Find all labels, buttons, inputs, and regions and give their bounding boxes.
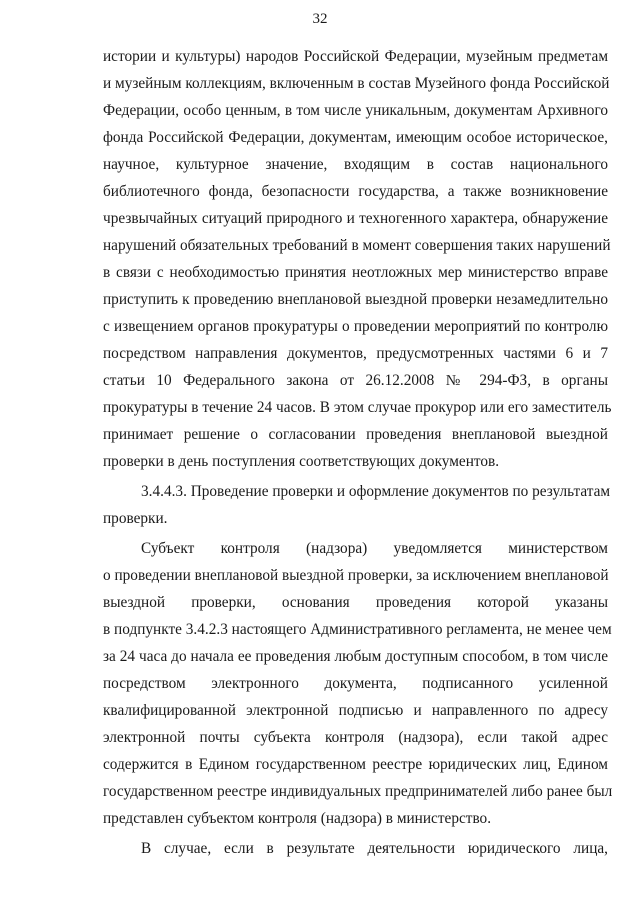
text-line: статьи 10 Федерального закона от 26.12.2008 № 294-ФЗ, в органы <box>103 372 608 389</box>
text-line: за 24 часа до начала ее проведения любым доступным способом, в том числе <box>103 648 608 665</box>
text-line: с извещением органов прокуратуры о проведении мероприятий по контролю <box>103 318 608 335</box>
text-line: принимает решение о согласовании проведения внеплановой выездной <box>103 426 608 443</box>
text-line: государственном реестре индивидуальных предпринимателей либо ранее был <box>103 783 613 800</box>
text-line: в связи с необходимостью принятия неотложных мер министерство вправе <box>103 264 608 281</box>
text-line: фонда Российской Федерации, документам, имеющим особое историческое, <box>103 129 608 146</box>
text-line: выездной проверки, основания проведения которой указаны <box>103 594 608 611</box>
page-number: 32 <box>312 11 328 27</box>
text-line: посредством электронного документа, подписанного усиленной <box>103 675 608 692</box>
text-line: прокуратуры в течение 24 часов. В этом случае прокурор или его заместитель <box>103 399 612 416</box>
text-line: Субъект контроля (надзора) уведомляется министерством <box>141 540 608 557</box>
text-line: проверки. <box>103 510 168 527</box>
text-line: и музейным коллекциям, включенным в состав Музейного фонда Российской <box>103 75 610 92</box>
text-line: посредством направления документов, предусмотренных частями 6 и 7 <box>103 345 608 362</box>
text-line: электронной почты субъекта контроля (надзора), если такой адрес <box>103 729 608 746</box>
text-line: нарушений обязательных требований в момент совершения таких нарушений <box>103 237 611 254</box>
text-line: о проведении внеплановой выездной проверки, за исключением внеплановой <box>103 567 609 584</box>
text-line: истории и культуры) народов Российской Федерации, музейным предметам <box>103 48 608 65</box>
text-line: представлен субъектом контроля (надзора) в министерство. <box>103 810 492 827</box>
text-line: 3.4.4.3. Проведение проверки и оформление документов по результатам <box>141 483 611 500</box>
text-line: содержится в Едином государственном реестре юридических лиц, Едином <box>103 756 608 773</box>
text-line: проверки в день поступления соответствующих документов. <box>103 453 500 470</box>
text-line: квалифицированной электронной подписью и направленного по адресу <box>103 702 608 719</box>
text-line: В случае, если в результате деятельности юридического лица, <box>141 840 608 857</box>
text-line: научное, культурное значение, входящим в состав национального <box>103 156 608 173</box>
text-line: чрезвычайных ситуаций природного и техногенного характера, обнаружение <box>103 210 608 227</box>
text-line: приступить к проведению внеплановой выездной проверки незамедлительно <box>103 291 608 308</box>
text-line: библиотечного фонда, безопасности государства, а также возникновение <box>103 183 608 200</box>
text-line: в подпункте 3.4.2.3 настоящего Административного регламента, не менее чем <box>103 621 612 638</box>
text-line: Федерации, особо ценным, в том числе уникальным, документам Архивного <box>103 102 608 119</box>
